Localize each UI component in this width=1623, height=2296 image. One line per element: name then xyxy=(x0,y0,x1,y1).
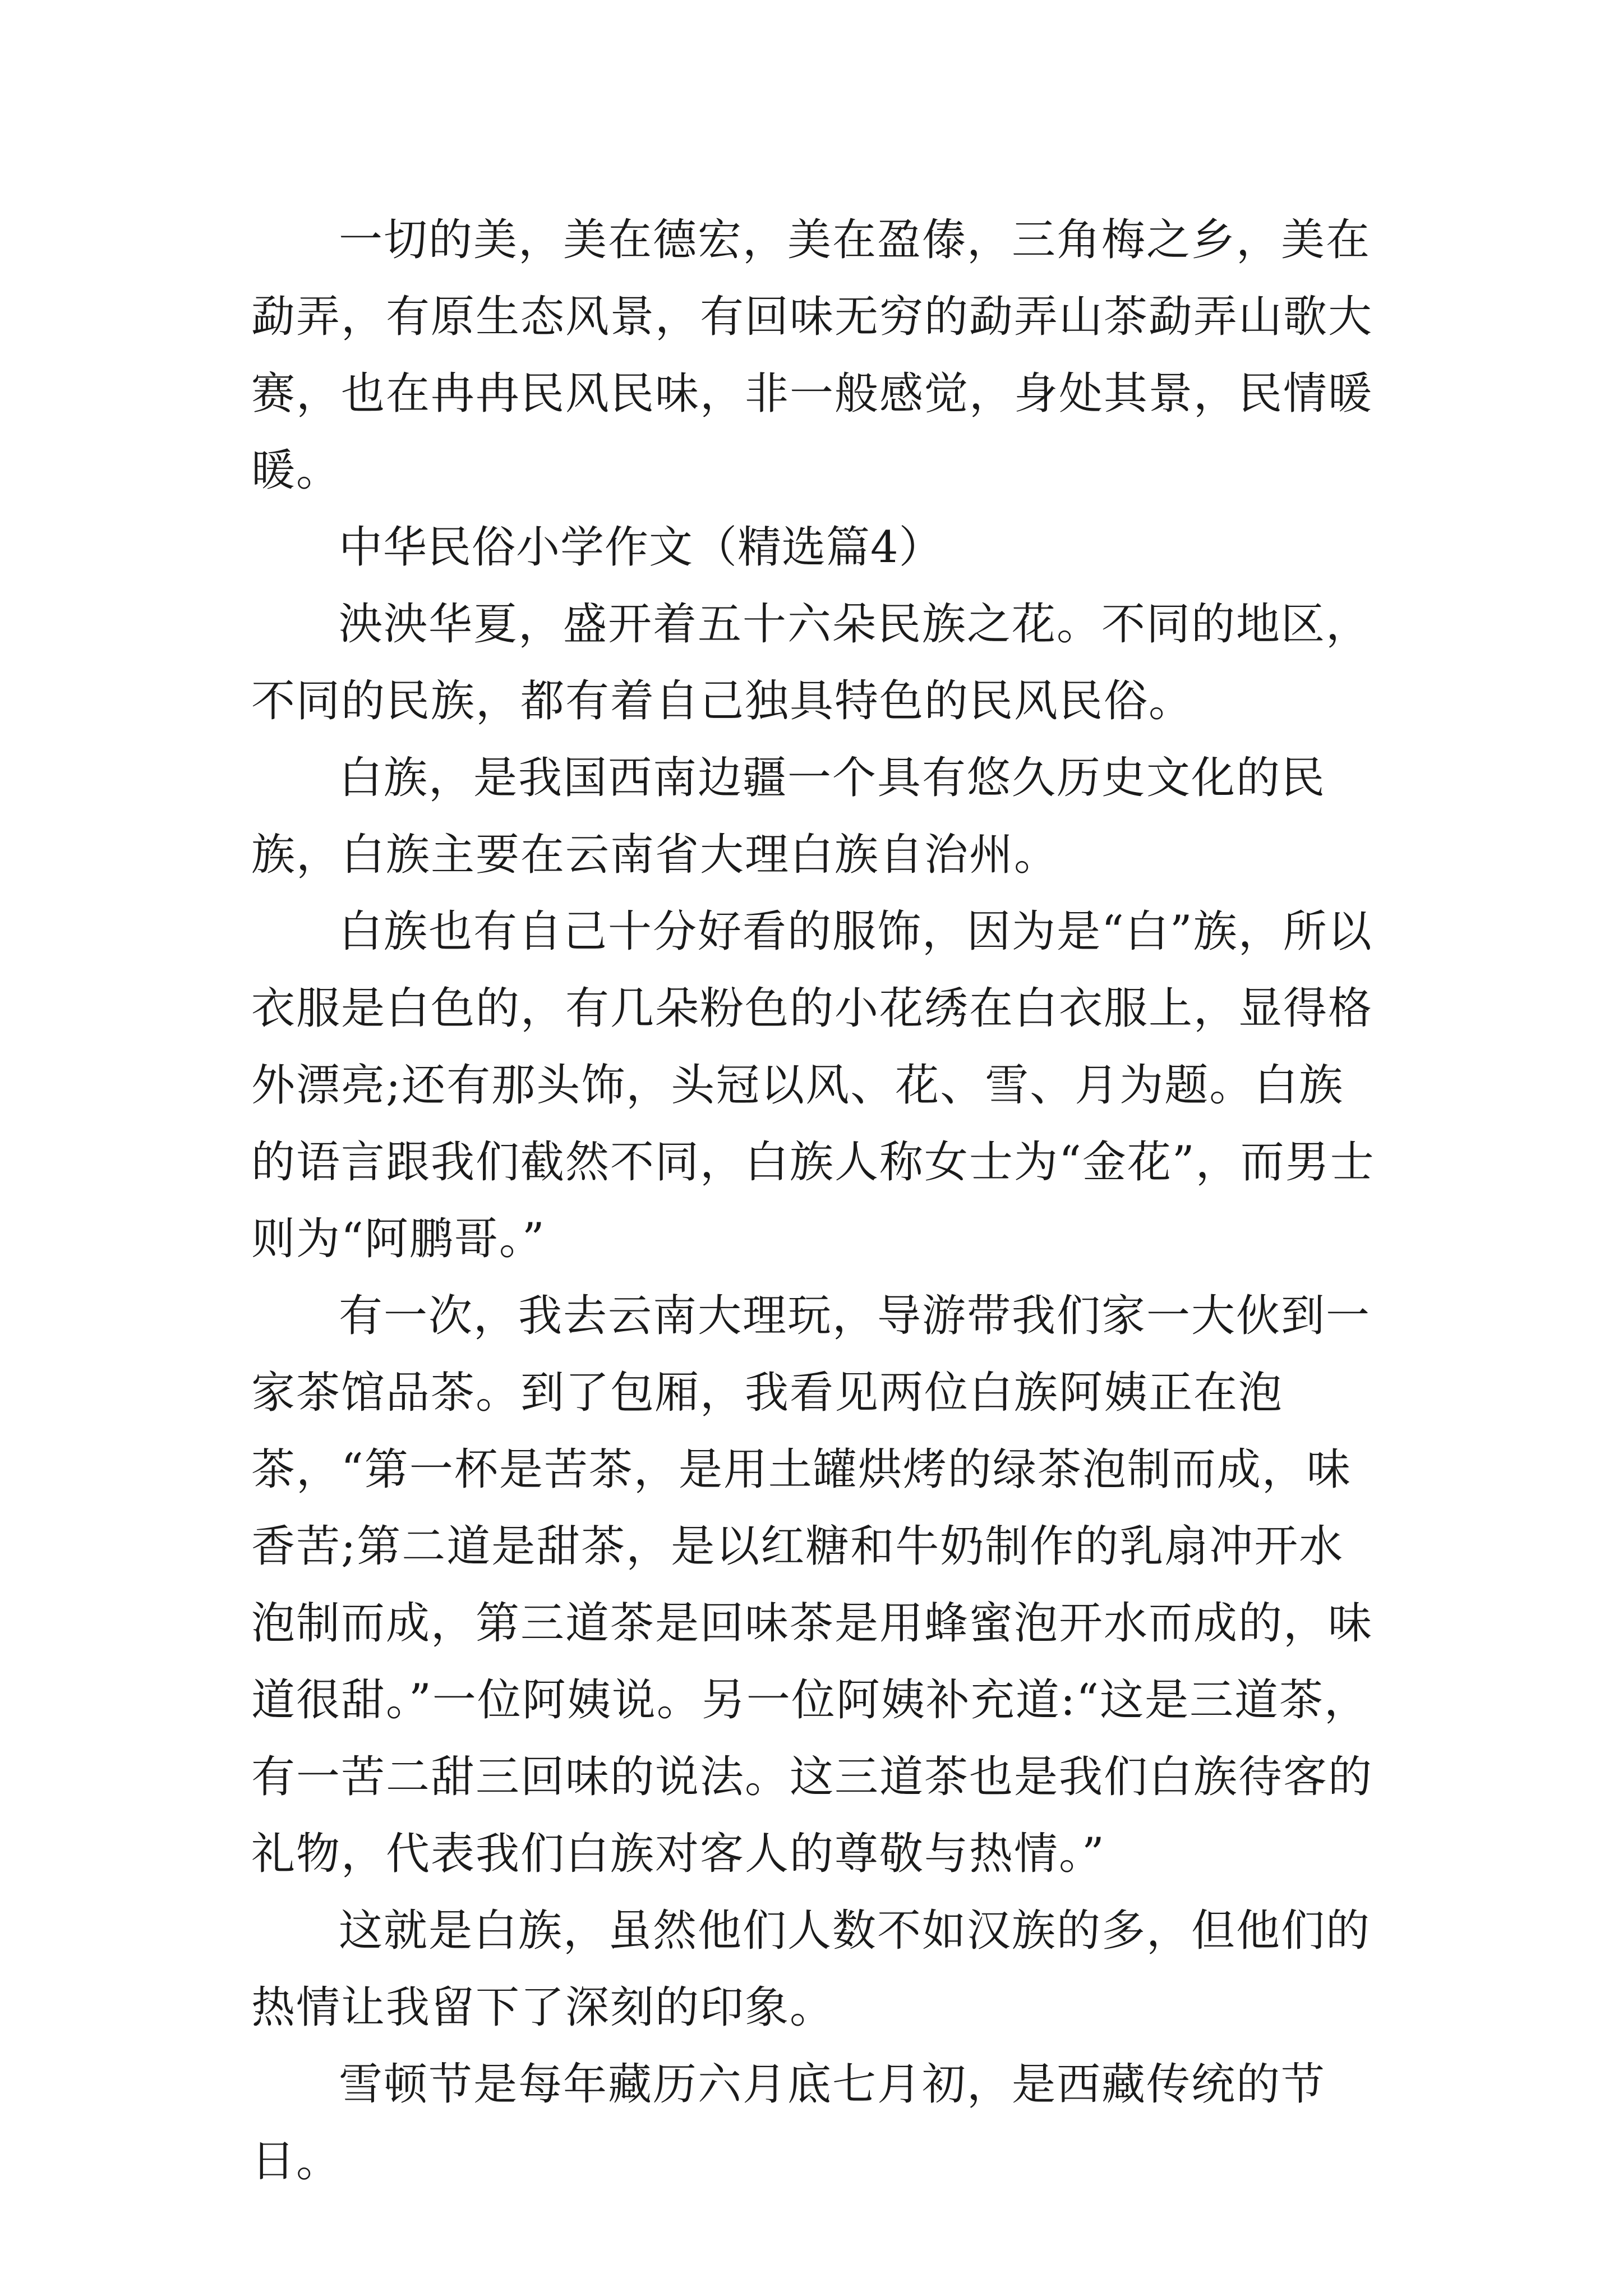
paragraph-6: 这就是白族，虽然他们人数不如汉族的多，但他们的热情让我留下了深刻的印象。 xyxy=(251,1906,1371,2033)
paragraph-5: 有一次，我去云南大理玩，导游带我们家一大伙到一家茶馆品茶。到了包厢，我看见两位白族阿姨正在泡茶，“第一杯是苦茶，是用土罐烘烤的绿茶泡制而成，味香苦;第二道是甜茶，是以红糖和牛奶制作的乳扇冲开水泡制而成，第三道茶是回味茶是用蜂蜜泡开水而成的，味道很甜。”一位阿姨说。另一位阿姨补充道:“这是三道茶，有一苦二甜三回味的说法。这三道茶也是我们白族待客的礼物，代表我们白族对客人的尊敬与热情。” xyxy=(251,1291,1373,1879)
paragraph-7: 雪顿节是每年藏历六月底七月初，是西藏传统的节日。 xyxy=(251,2059,1326,2187)
paragraph-3: 白族，是我国西南边疆一个具有悠久历史文化的民族，白族主要在云南省大理白族自治州。 xyxy=(251,753,1326,880)
paragraph-2: 泱泱华夏，盛开着五十六朵民族之花。不同的地区，不同的民族，都有着自己独具特色的民风民俗。 xyxy=(251,599,1371,726)
document-body xyxy=(251,202,1380,2200)
paragraph-1: 一切的美，美在德宏，美在盈傣，三角梅之乡，美在勐弄，有原生态风景，有回味无穷的勐弄山茶勐弄山歌大赛，也在冉冉民风民味，非一般感觉，身处其景，民情暖暖。 xyxy=(251,215,1373,496)
paragraph-4: 白族也有自己十分好看的服饰，因为是“白”族，所以衣服是白色的，有几朵粉色的小花绣在白衣服上，显得格外漂亮;还有那头饰，头冠以风、花、雪、月为题。白族的语言跟我们截然不同，白族人称女士为“金花”，而男士则为“阿鹏哥。” xyxy=(251,907,1375,1264)
section-heading: 中华民俗小学作文（精选篇4） xyxy=(339,522,943,573)
